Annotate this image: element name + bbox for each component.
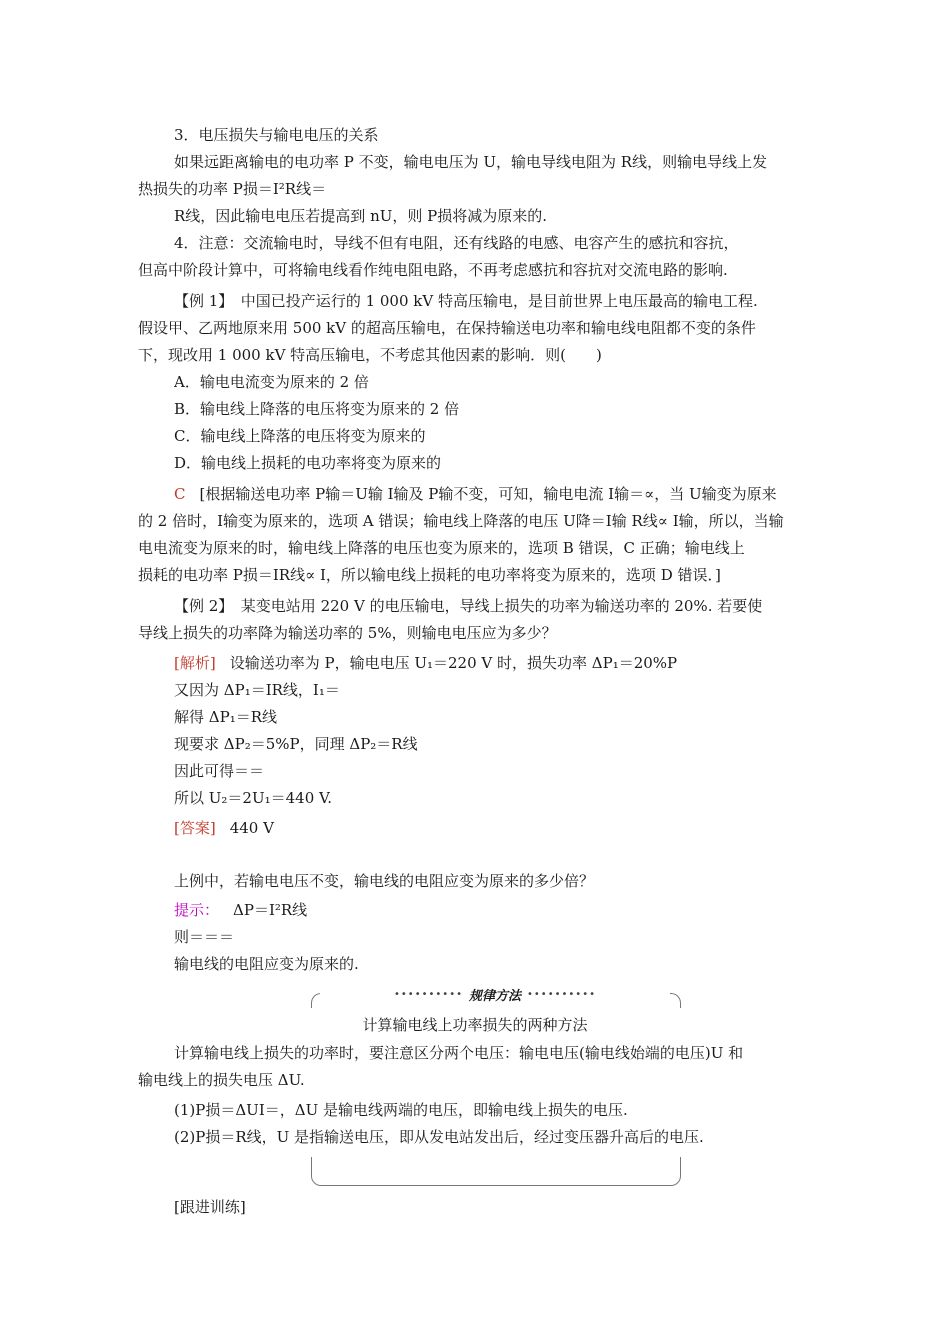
text-line-content: B．输电线上降落的电压将变为原来的 2 倍 bbox=[174, 400, 460, 418]
method-badge bbox=[320, 985, 670, 1003]
text-line-content: 440 V bbox=[229, 819, 274, 837]
text-line-content: R线，因此输电电压若提高到 nU，则 P损将减为原来的. bbox=[174, 207, 547, 225]
text-line bbox=[174, 899, 307, 921]
text-line bbox=[174, 926, 234, 948]
text-line bbox=[174, 151, 767, 173]
text-line bbox=[174, 733, 418, 755]
text-line bbox=[174, 483, 777, 505]
text-line bbox=[138, 178, 326, 200]
daan-label: [答案] bbox=[174, 819, 216, 837]
dots-left: •••••••••• bbox=[394, 988, 463, 1000]
text-line-content: 【例 1】 中国已投产运行的 1 000 kV 特高压输电，是目前世界上电压最高的输电工程. bbox=[174, 292, 758, 310]
text-line bbox=[174, 817, 274, 839]
text-line-content: 热损失的功率 P损＝I²R线＝ bbox=[138, 180, 327, 198]
text-line-content: 计算输电线上损失的功率时，要注意区分两个电压：输电电压(输电线始端的电压)U 和 bbox=[174, 1044, 744, 1062]
text-line bbox=[138, 564, 721, 586]
text-line-content: D．输电线上损耗的电功率将变为原来的 bbox=[174, 454, 442, 472]
text-line-content: C．输电线上降落的电压将变为原来的 bbox=[174, 427, 426, 445]
text-line-content: 4．注意：交流输电时，导线不但有电阻，还有线路的电感、电容产生的感抗和容抗， bbox=[174, 234, 739, 252]
text-line bbox=[174, 1126, 704, 1148]
answer-letter: C bbox=[174, 485, 186, 503]
text-line-content: 输电线的电阻应变为原来的. bbox=[174, 955, 359, 973]
text-line bbox=[138, 259, 728, 281]
text-line bbox=[174, 1099, 628, 1121]
text-line-content: 计算输电线上功率损失的两种方法 bbox=[362, 1016, 588, 1034]
text-line-content: 又因为 ΔP₁＝IR线，I₁＝ bbox=[174, 681, 340, 699]
text-line-content: 则＝＝＝ bbox=[174, 928, 235, 946]
text-line bbox=[174, 679, 340, 701]
text-line-content: 下，现改用 1 000 kV 特高压输电，不考虑其他因素的影响．则( ) bbox=[138, 346, 602, 364]
text-line-content: [根据输送电功率 P输＝U输 I输及 P输不变，可知，输电电流 I输＝∝，当 U输变为原来 bbox=[199, 485, 777, 503]
text-line-content: 损耗的电功率 P损＝IR线∝ I，所以输电线上损耗的电功率将变为原来的，选项 D 错误．] bbox=[138, 566, 721, 584]
text-line bbox=[174, 452, 441, 474]
text-line-content: 如果远距离输电的电功率 P 不变，输电电压为 U，输电导线电阻为 R线，则输电导线上发 bbox=[174, 153, 768, 171]
text-line-content: 设输送功率为 P，输电电压 U₁＝220 V 时，损失功率 ΔP₁＝20%P bbox=[229, 654, 678, 672]
text-line-content: 所以 U₂＝2U₁＝440 V. bbox=[174, 789, 332, 807]
text-line-content: A．输电电流变为原来的 2 倍 bbox=[174, 373, 369, 391]
text-line bbox=[138, 622, 557, 644]
text-line bbox=[138, 510, 784, 532]
text-line bbox=[138, 344, 602, 366]
text-line-content: 导线上损失的功率降为输送功率的 5%，则输电电压应为多少？ bbox=[138, 624, 557, 642]
text-line-content: 的 2 倍时，I输变为原来的，选项 A 错误；输电线上降落的电压 U降＝I输 R线∝ I输，所以，当输 bbox=[138, 512, 784, 530]
text-line bbox=[174, 760, 264, 782]
text-line bbox=[174, 371, 369, 393]
text-line-content: 但高中阶段计算中，可将输电线看作纯电阻电路，不再考虑感抗和容抗对交流电路的影响. bbox=[138, 261, 728, 279]
text-line-content: 3．电压损失与输电电压的关系 bbox=[174, 126, 379, 144]
text-line-content: 因此可得＝＝ bbox=[174, 762, 265, 780]
text-line bbox=[174, 706, 277, 728]
text-line bbox=[174, 124, 379, 146]
text-line bbox=[174, 1196, 246, 1218]
text-line bbox=[138, 1069, 305, 1091]
text-line-content: (1)P损＝ΔUI＝，ΔU 是输电线两端的电压，即输电线上损失的电压. bbox=[174, 1101, 628, 1119]
text-line bbox=[174, 595, 762, 617]
text-line-content: 电电流变为原来的时，输电线上降落的电压也变为原来的，选项 B 错误，C 正确；输电线上 bbox=[138, 539, 745, 557]
text-line bbox=[174, 870, 594, 892]
text-line bbox=[174, 398, 459, 420]
method-box-bottom-frame bbox=[311, 1157, 681, 1186]
tishi-label: 提示： bbox=[174, 901, 220, 919]
text-line bbox=[174, 953, 359, 975]
text-line-content: ΔP＝I²R线 bbox=[233, 901, 308, 919]
text-line-content: 【例 2】 某变电站用 220 V 的电压输电，导线上损失的功率为输送功率的 20%. 若要使 bbox=[174, 597, 763, 615]
text-line-content: 输电线上的损失电压 ΔU. bbox=[138, 1071, 305, 1089]
text-line bbox=[138, 317, 756, 339]
text-line-content: [跟进训练] bbox=[174, 1198, 246, 1216]
text-line bbox=[138, 537, 745, 559]
dots-right: •••••••••• bbox=[527, 988, 596, 1000]
text-line bbox=[174, 290, 758, 312]
text-line bbox=[174, 205, 547, 227]
text-line-content: 上例中，若输电电压不变，输电线的电阻应变为原来的多少倍？ bbox=[174, 872, 595, 890]
text-line bbox=[174, 425, 425, 447]
text-line-content: 假设甲、乙两地原来用 500 kV 的超高压输电，在保持输送电功率和输电线电阻都不变的条件 bbox=[138, 319, 756, 337]
jiexi-label: [解析] bbox=[174, 654, 216, 672]
text-line bbox=[174, 652, 677, 674]
text-line bbox=[174, 1042, 743, 1064]
method-badge-title: 规律方法 bbox=[468, 988, 521, 1004]
text-line-content: (2)P损＝R线，U 是指输送电压，即从发电站发出后，经过变压器升高后的电压. bbox=[174, 1128, 704, 1146]
text-line bbox=[0, 1014, 950, 1036]
text-line bbox=[174, 232, 739, 254]
text-line-content: 现要求 ΔP₂＝5%P，同理 ΔP₂＝R线 bbox=[174, 735, 418, 753]
text-line-content: 解得 ΔP₁＝R线 bbox=[174, 708, 278, 726]
text-line bbox=[174, 787, 332, 809]
